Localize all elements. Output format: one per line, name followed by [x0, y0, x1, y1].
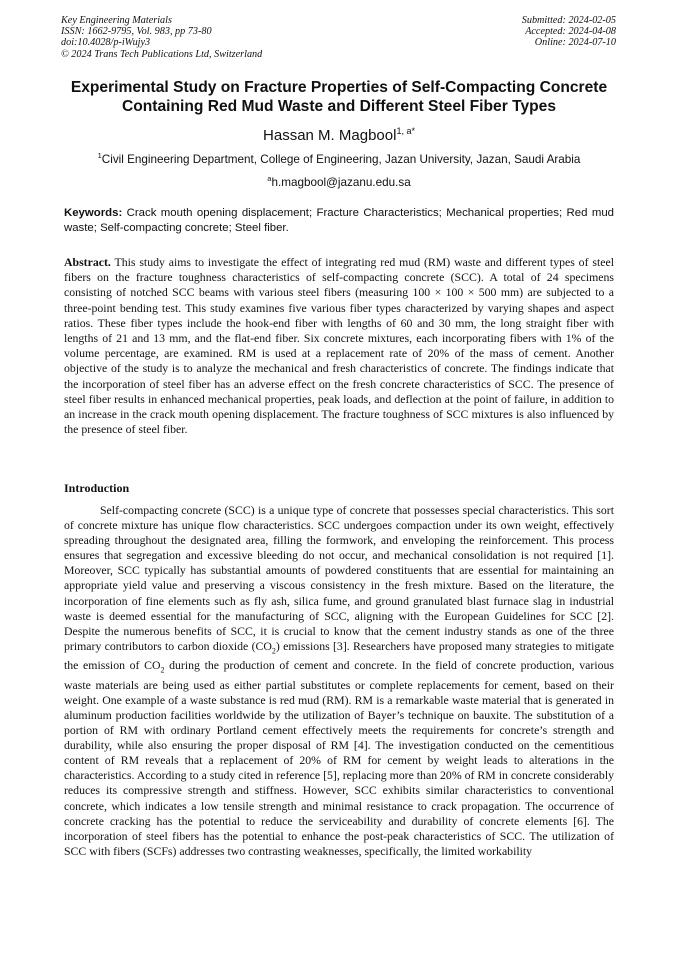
affiliation-text: Civil Engineering Department, College of Engineering, Jazan University, Jazan, Saudi Arabia — [101, 152, 581, 166]
title-line-2: Containing Red Mud Waste and Different Steel Fiber Types — [121, 98, 557, 115]
author-name: Hassan M. Magbool — [263, 127, 397, 144]
author-line — [40, 122, 638, 145]
author-superscript: 1, a* — [396, 126, 415, 136]
introduction-paragraph — [64, 503, 614, 859]
copyright-line: © 2024 Trans Tech Publications Ltd, Switzerland — [61, 48, 263, 60]
email-text: h.magbool@jazanu.edu.sa — [271, 175, 411, 189]
email-superscript: a — [267, 174, 272, 183]
abstract-label: Abstract. — [64, 255, 111, 269]
intro-part-2: ) emissions [3]. Researchers have proposed many strategies to mitigate the emission of CO — [64, 638, 614, 673]
author-email — [30, 172, 648, 190]
abstract-text: This study aims to investigate the effect of integrating red mud (RM) waste and different types of steel fibers on the fracture toughness characteristics of self-compacting concrete (SCC). A total of 24 specimens consisting of notched SCC beams with various steel fibers (measuring 100 × 100 × 500 mm) are subjected to a three-point bending test. This study examines five various fiber types characterized by varying shapes and aspect ratios. These fiber types include the hook-end fiber with lengths of 60 and 30 mm, the long straight fiber with lengths of 21 and 13 mm, and the flat-end fiber. Six concrete mixtures, each incorporating fibers with 1% of the volume percentage, are examined. RM is used at a replacement rate of 20% of the mass of cement. Another objective of the study is to analyze the mechanical and fresh characteristics of concrete. The findings indicate that the incorporation of steel fiber has an adverse effect on the fresh concrete characteristics of SCC. The presence of steel fiber results in enhanced mechanical properties, peak loads, and deflection at the point of failure, in addition to an increase in the crack mouth opening displacement. The fracture toughness of SCC mixtures is also influenced by the presence of steel fiber. — [64, 255, 614, 437]
keywords-text: Crack mouth opening displacement; Fracture Characteristics; Mechanical properties; Red mud waste; Self-compacting concrete; Steel fiber. — [64, 207, 614, 234]
doi-line: doi:10.4028/p-iWujy3 — [61, 37, 151, 49]
title-line-1: Experimental Study on Fracture Properties of Self-Compacting Concrete — [70, 79, 608, 96]
co2-subscript-1: 2 — [271, 646, 276, 656]
accepted-date: Accepted: 2024-04-08 — [525, 26, 616, 38]
keywords-label: Keywords: — [64, 207, 123, 219]
issn-line: ISSN: 1662-9795, Vol. 983, pp 73-80 — [61, 26, 212, 38]
intro-part-1: Self-compacting concrete (SCC) is a unique type of concrete that possesses special characteristics. This sort of concrete mixture has unique flow characteristics. SCC undergoes compaction under its own weight, effectively spreading throughout the designated area, filling the formwork, and enveloping the reinforcement. This process ensures that segregation and excessive bleeding do not occur, and mechanical consolidation is not required [1]. Moreover, SCC typically has substantial amounts of powdered constituents that are essential for maintaining an appropriate yield value and preserving a viscous consistency in the fresh mixture. Based on the literature, the incorporation of fine elements such as fly ash, silica fume, and ground granulated blast furnace slag in industrial waste is deemed essential for the manufacturing of SCC, aligning with the European Guidelines for SCC [2]. Despite the numerous benefits of SCC, it is crucial to know that the cement industry stands as one of the three primary contributors to carbon dioxide (CO — [64, 503, 614, 653]
intro-part-3: during the production of cement and concrete. In the field of concrete production, various waste materials are being used as either partial substitutes or complete replacements for cement, based on their weight. One example of a waste substance is red mud (RM). RM is a remarkable waste material that is generated in aluminum production facilities worldwide by the utilization of Bayer’s technique on bauxite. The substitution of a portion of RM with ordinary Portland cement effectively meets the requirements for concrete’s strength and durability, while also ensuring the proper disposal of RM [4]. The investigation conducted on the cementitious content of RM reveals that a replacement of 20% of RM for cement by weight leads to alterations in the characteristics. According to a study cited in reference [5], replacing more than 20% of RM in concrete considerably reduces its compressive strength and stiffness. However, SCC exhibits similar characteristics to conventional concrete, which indicates a low tensile strength and minimal resistance to crack propagation. The occurrence of concrete cracking has the potential to reduce the serviceability and durability of concrete elements [6]. The incorporation of steel fibers has the potential to enhance the post-peak characteristics of SCC. The utilization of SCC with fibers (SCFs) addresses two contrasting weaknesses, specifically, the limited workability — [64, 658, 614, 858]
affiliation — [30, 149, 648, 167]
keywords-block — [64, 206, 614, 236]
paper-title — [40, 78, 638, 116]
page-header — [61, 15, 616, 65]
abstract-block — [64, 255, 614, 437]
submitted-date: Submitted: 2024-02-05 — [521, 15, 616, 26]
co2-subscript-2: 2 — [160, 665, 165, 675]
introduction-body — [64, 503, 614, 859]
affiliation-superscript: 1 — [97, 151, 102, 160]
online-date: Online: 2024-07-10 — [534, 37, 616, 49]
journal-info — [61, 15, 262, 60]
introduction-heading: Introduction — [64, 481, 130, 495]
journal-name: Key Engineering Materials — [61, 15, 172, 26]
dates-info — [522, 15, 616, 49]
